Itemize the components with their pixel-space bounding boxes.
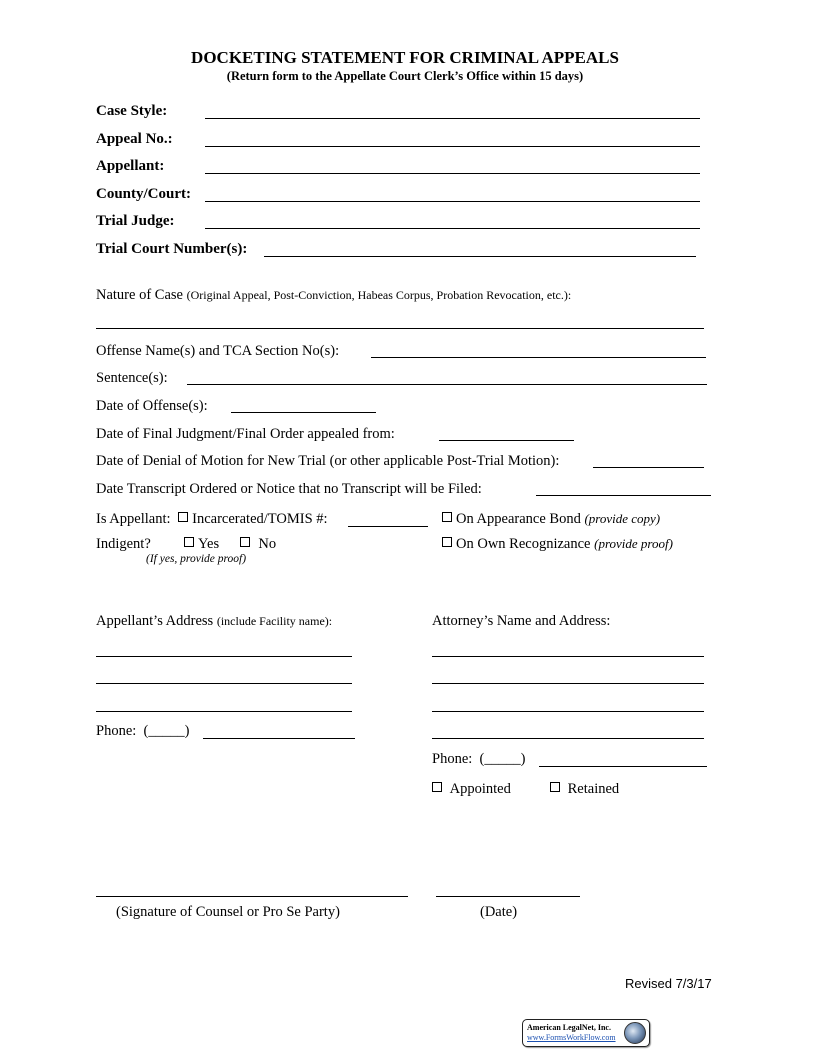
appointed-checkbox[interactable] xyxy=(432,782,442,792)
appellant-phone-area: (_____) xyxy=(143,723,190,739)
attorney-phone-area: (_____) xyxy=(479,751,526,767)
offense-names-label: Offense Name(s) and TCA Section No(s): xyxy=(96,343,340,359)
nature-of-case-hint: (Original Appeal, Post-Conviction, Habeas Corpus, Probation Revocation, etc.): xyxy=(186,288,572,302)
appointed-row xyxy=(432,781,511,798)
sentences-label: Sentence(s): xyxy=(96,370,168,386)
appearance-bond-checkbox[interactable] xyxy=(442,512,452,522)
county-court-label: County/Court: xyxy=(96,186,192,202)
indigent-no-checkbox[interactable] xyxy=(240,537,250,547)
case-style-label: Case Style: xyxy=(96,103,168,119)
appeal-no-field[interactable] xyxy=(205,146,700,147)
globe-icon xyxy=(624,1022,646,1044)
logo-company: American LegalNet, Inc. xyxy=(527,1023,611,1032)
date-transcript-label: Date Transcript Ordered or Notice that no Transcript will be Filed: xyxy=(96,481,482,497)
case-style-field[interactable] xyxy=(205,118,700,119)
tomis-number-field[interactable] xyxy=(348,526,428,527)
attorney-address-line-4[interactable] xyxy=(432,738,704,739)
appellant-address-text: Appellant’s Address xyxy=(96,613,214,629)
date-final-judgment-label: Date of Final Judgment/Final Order appealed from: xyxy=(96,426,395,442)
trial-court-number-field[interactable] xyxy=(264,256,696,257)
attorney-phone-label xyxy=(432,751,525,768)
date-denial-motion-label: Date of Denial of Motion for New Trial (or other applicable Post-Trial Motion): xyxy=(96,453,560,469)
date-final-judgment-field[interactable] xyxy=(439,440,574,441)
retained-label: Retained xyxy=(567,781,620,797)
date-transcript-field[interactable] xyxy=(536,495,711,496)
retained-checkbox[interactable] xyxy=(550,782,560,792)
is-appellant-label: Is Appellant: xyxy=(96,511,171,527)
nature-of-case-field[interactable] xyxy=(96,328,704,329)
own-recognizance-row xyxy=(442,536,673,553)
nature-of-case-label xyxy=(96,287,571,304)
date-of-offense-label: Date of Offense(s): xyxy=(96,398,208,414)
page-title: DOCKETING STATEMENT FOR CRIMINAL APPEALS xyxy=(191,48,619,67)
american-legalnet-logo xyxy=(522,1019,650,1047)
indigent-note: (If yes, provide proof) xyxy=(146,553,247,565)
nature-of-case-text: Nature of Case xyxy=(96,287,183,303)
appointed-label: Appointed xyxy=(449,781,511,797)
attorney-address-line-3[interactable] xyxy=(432,711,704,712)
attorney-phone-field[interactable] xyxy=(539,766,707,767)
own-recognizance-note: (provide proof) xyxy=(594,536,673,551)
appellant-address-line-1[interactable] xyxy=(96,656,352,657)
date-of-offense-field[interactable] xyxy=(231,412,376,413)
appellant-field[interactable] xyxy=(205,173,700,174)
appellant-address-line-3[interactable] xyxy=(96,711,352,712)
offense-names-field[interactable] xyxy=(371,357,706,358)
appellant-phone-text: Phone: xyxy=(96,723,137,739)
signature-label: (Signature of Counsel or Pro Se Party) xyxy=(116,904,340,920)
appellant-phone-field[interactable] xyxy=(203,738,355,739)
indigent-no-label: No xyxy=(258,536,277,552)
indigent-yes-label: Yes xyxy=(198,536,220,552)
attorney-address-line-2[interactable] xyxy=(432,683,704,684)
trial-judge-field[interactable] xyxy=(205,228,700,229)
appeal-no-label: Appeal No.: xyxy=(96,131,173,147)
date-field[interactable] xyxy=(436,896,580,897)
attorney-phone-text: Phone: xyxy=(432,751,473,767)
attorney-address-line-1[interactable] xyxy=(432,656,704,657)
appearance-bond-note: (provide copy) xyxy=(584,511,661,526)
own-recognizance-label: On Own Recognizance xyxy=(456,536,591,552)
date-label: (Date) xyxy=(480,904,518,920)
indigent-yes-checkbox[interactable] xyxy=(184,537,194,547)
appellant-address-label xyxy=(96,613,332,630)
appellant-phone-label xyxy=(96,723,189,740)
own-recognizance-checkbox[interactable] xyxy=(442,537,452,547)
appellant-address-note: (include Facility name): xyxy=(216,614,333,628)
appellant-label: Appellant: xyxy=(96,158,165,174)
signature-field[interactable] xyxy=(96,896,408,897)
is-appellant-row xyxy=(96,511,328,528)
incarcerated-checkbox[interactable] xyxy=(178,512,188,522)
county-court-field[interactable] xyxy=(205,201,700,202)
retained-row xyxy=(550,781,619,798)
appearance-bond-row xyxy=(442,511,660,528)
appellant-address-line-2[interactable] xyxy=(96,683,352,684)
sentences-field[interactable] xyxy=(187,384,707,385)
indigent-row xyxy=(96,536,276,553)
attorney-name-address-label: Attorney’s Name and Address: xyxy=(432,613,611,629)
incarcerated-label: Incarcerated/TOMIS #: xyxy=(192,511,328,527)
revised-date: Revised 7/3/17 xyxy=(625,976,712,991)
trial-judge-label: Trial Judge: xyxy=(96,213,175,229)
indigent-label: Indigent? xyxy=(96,536,151,552)
page-subtitle: (Return form to the Appellate Court Clerk’s Office within 15 days) xyxy=(226,69,584,83)
appearance-bond-label: On Appearance Bond xyxy=(456,511,581,527)
trial-court-number-label: Trial Court Number(s): xyxy=(96,241,248,257)
date-denial-motion-field[interactable] xyxy=(593,467,704,468)
logo-url: www.FormsWorkFlow.com xyxy=(527,1033,616,1042)
